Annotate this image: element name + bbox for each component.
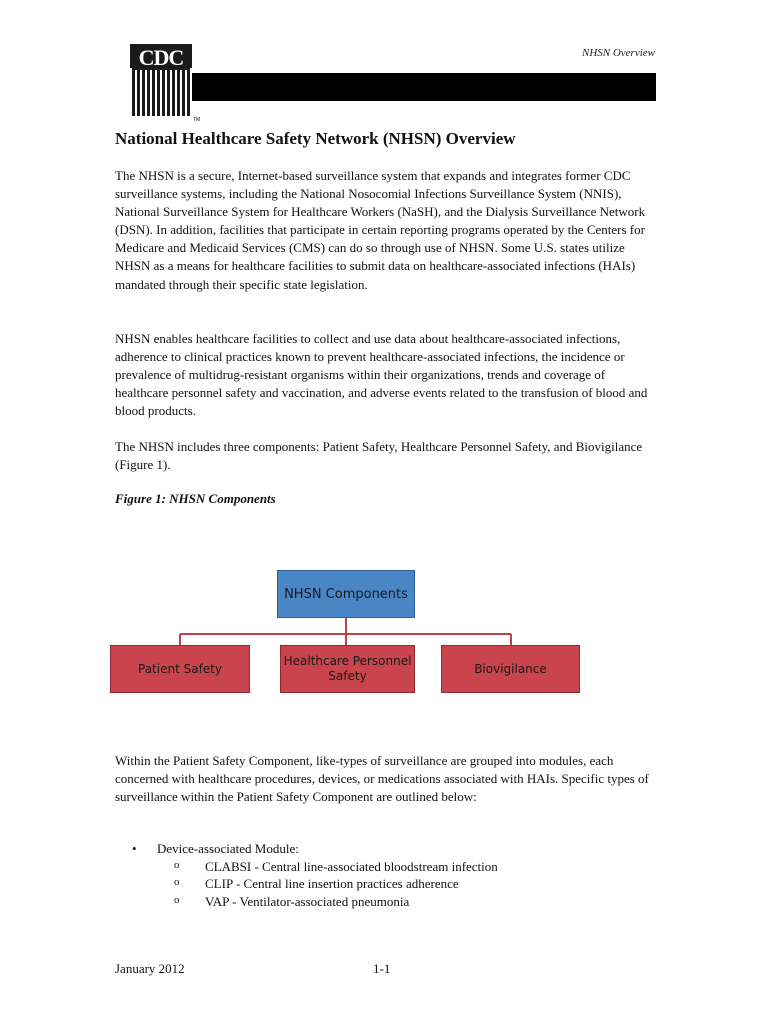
footer-date: January 2012 (115, 961, 185, 976)
list-item: o CLIP - Central line insertion practices adherence (157, 875, 498, 893)
logo-stripes (130, 68, 192, 116)
paragraph-intro: The NHSN is a secure, Internet-based surveillance system that expands and integrates former CDC surveillance systems, including the National Nosocomial Infections Surveillance System (NNIS), National Surveillance System for Healthcare Workers (NaSH), and the Dialysis Surveillance Network (DSN). In addition, facilities that participate in certain reporting programs operated by the Centers for Medicare and Medicaid Services (CMS) can do so through use of NHSN. Some U.S. states utilize NHSN as a means for healthcare facilities to submit data on healthcare-associated infections (HAIs) mandated through their specific state legislation. (115, 168, 646, 292)
running-header: NHSN Overview (581, 47, 655, 59)
figure-caption: Figure 1: NHSN Components (115, 491, 276, 506)
page-title: National Healthcare Safety Network (NHSN) Overview (115, 129, 516, 148)
paragraph-capabilities: NHSN enables healthcare facilities to collect and use data about healthcare-associated infections, adherence to clinical practices known to prevent healthcare-associated infections, the incidence or prevalence of multidrug-resistant organisms within their organizations, trends and coverage of healthcare personnel safety and vaccination, and adverse events related to the transfusion of blood and blood products. (115, 331, 648, 419)
cdc-logo (130, 44, 192, 116)
footer-page-number: 1-1 (373, 961, 391, 976)
nhsn-components-box: NHSN Components (277, 570, 415, 618)
patient-safety-box: Patient Safety (110, 645, 250, 693)
healthcare-personnel-safety-box: Healthcare Personnel Safety (280, 645, 415, 693)
list-item-module (132, 840, 498, 910)
paragraph-patient-safety: Within the Patient Safety Component, like-types of surveillance are grouped into modules, each concerned with healthcare procedures, devices, or medications associated with HAIs. Specific types of surveillance within the Patient Safety Component are outlined below: (115, 753, 649, 805)
list-item: o VAP - Ventilator-associated pneumonia (157, 893, 498, 911)
logo-text: CDC (132, 46, 190, 70)
module-sublist (157, 858, 498, 911)
biovigilance-box: Biovigilance (441, 645, 580, 693)
paragraph-components: The NHSN includes three components: Patient Safety, Healthcare Personnel Safety, and Biovigilance (Figure 1). (115, 439, 643, 473)
module-label: Device-associated Module: (157, 841, 299, 856)
trademark-mark: TM (193, 117, 201, 123)
list-item: o CLABSI - Central line-associated bloodstream infection (157, 858, 498, 876)
module-list (132, 840, 498, 910)
header-bar (130, 73, 656, 101)
